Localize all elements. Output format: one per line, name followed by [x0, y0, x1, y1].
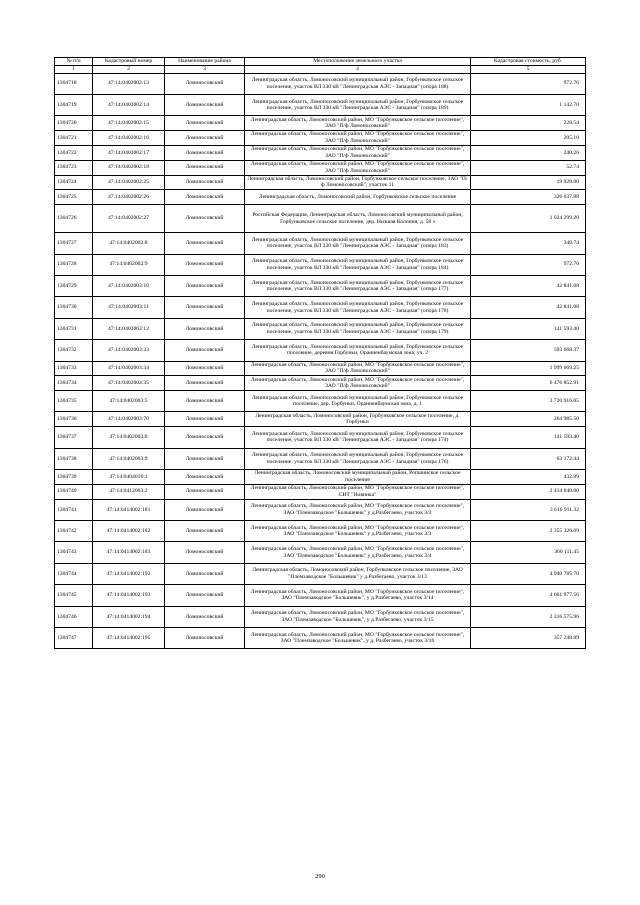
- cadastral-number: 47:14:0402002:9: [93, 254, 165, 275]
- row-number: 1304724: [55, 175, 93, 190]
- cadastral-value: 972.76: [471, 73, 586, 94]
- row-number: 1304727: [55, 233, 93, 254]
- table-row: [55, 628, 586, 649]
- district-name: Ломоносовский: [165, 275, 245, 296]
- cadastral-value: 63 172.44: [471, 448, 586, 469]
- row-number: 1304739: [55, 470, 93, 485]
- location: Ленинградская область, Ломоносовский район, Горбунковское сельское поселение, ЗАО "П/ф Ломоносовский", участок 11: [245, 175, 471, 190]
- table-row: [55, 563, 586, 584]
- header-cell: Кадастровый номер: [93, 58, 165, 66]
- table-row: [55, 116, 586, 131]
- cadastral-value: 357 248.89: [471, 628, 586, 649]
- header-cell: Кадастровая стоимость, руб.: [471, 58, 586, 66]
- cadastral-number: 47:14:0402003:70: [93, 412, 165, 427]
- row-number: 1304731: [55, 318, 93, 339]
- row-number: 1304722: [55, 145, 93, 160]
- location: Ленинградская область, Ломоносовский муниципальный район, Горбунковское сельское поселение, участок ВЛ 330 кВ "Ленинградская АЭС - Западная" (опора 184): [245, 254, 471, 275]
- cadastral-number: 47:14:0402002:13: [93, 73, 165, 94]
- row-number: 1304720: [55, 116, 93, 131]
- location: Ленинградская область, Ломоносовский район, МО "Горбунковское сельское поселение", ЗАО "Племзаводское "Большевик" у д.Разбегаево, участок 3/3: [245, 521, 471, 542]
- table-row: [55, 448, 586, 469]
- location: Ленинградская область, Ломоносовский муниципальный район, Горбунковское сельское поселение, участок ВЛ 330 кВ "Ленинградская АЭС - Западная" (опора 174): [245, 427, 471, 448]
- table-row: [55, 606, 586, 627]
- row-number: 1304728: [55, 254, 93, 275]
- header-cell: Местоположение земельного участка: [245, 58, 471, 66]
- district-name: Ломоносовский: [165, 160, 245, 175]
- cadastral-value: 3 616 911.32: [471, 499, 586, 520]
- table-row: [55, 145, 586, 160]
- location: Российская Федерация, Ленинградская область, Ломоносовский муниципальный район, Горбунковское сельское поселение, дер. Низшая Колония, д. 58 з: [245, 205, 471, 233]
- district-name: Ломоносовский: [165, 73, 245, 94]
- column-number: 4: [245, 66, 471, 74]
- cadastral-number: 47:14:0402002:18: [93, 160, 165, 175]
- district-name: Ломоносовский: [165, 254, 245, 275]
- table-body: [55, 73, 586, 649]
- row-number: 1304733: [55, 361, 93, 376]
- cadastral-value: 205.10: [471, 131, 586, 146]
- district-name: Ломоносовский: [165, 233, 245, 254]
- cadastral-value: 360 111.45: [471, 542, 586, 563]
- table-row: [55, 160, 586, 175]
- document-page: [54, 57, 585, 649]
- row-number: 1304746: [55, 606, 93, 627]
- cadastral-number: 47:14:0402002:26: [93, 190, 165, 205]
- column-number: 5: [471, 66, 586, 74]
- district-name: Ломоносовский: [165, 412, 245, 427]
- location: Ленинградская область, Ломоносовский муниципальный район, Горбунковское сельское поселение, участок ВЛ 330 кВ "Ленинградская АЭС - Западная" (опора 178): [245, 297, 471, 318]
- column-number: 1: [55, 66, 93, 74]
- row-number: 1304747: [55, 628, 93, 649]
- location: Ленинградская область, Ломоносовский район, МО "Горбунковское сельское поселение", ЗАО "Племзаводское "Большевик", у д.Разбегаево, участок 3/14: [245, 585, 471, 606]
- district-name: Ломоносовский: [165, 563, 245, 584]
- row-number: 1304738: [55, 448, 93, 469]
- district-name: Ломоносовский: [165, 131, 245, 146]
- district-name: Ломоносовский: [165, 376, 245, 391]
- row-number: 1304725: [55, 190, 93, 205]
- cadastral-value: 2 414 840.00: [471, 484, 586, 499]
- cadastral-value: 141 593.40: [471, 427, 586, 448]
- cadastral-value: 972.76: [471, 254, 586, 275]
- cadastral-value: 141 593.40: [471, 318, 586, 339]
- location: Ленинградская область, Ломоносовский муниципальный район, Горбунковское сельское поселение, участок ВЛ 330 кВ "Ленинградская АЭС - Западная" (опора 179): [245, 318, 471, 339]
- cadastral-number: 47:14:0414002:195: [93, 628, 165, 649]
- location: Ленинградская область, Ломоносовский муниципальный район, Горбунковское сельское поселение, участок ВЛ 330 кВ "Ленинградская АЭС - Западная" (опора 176): [245, 448, 471, 469]
- district-name: Ломоносовский: [165, 484, 245, 499]
- location: Ленинградская область, Ломоносовский район, Горбунковское сельское поселение, ЗАО "Племзаводское "Большевик" у д.Разбегаево, участок 3/13: [245, 563, 471, 584]
- table-row: [55, 318, 586, 339]
- location: Ленинградская область, Ломоносовский район, МО "Горбунковское сельское поселение", ЗАО "П/ф Ломоносовский": [245, 116, 471, 131]
- table-row: [55, 470, 586, 485]
- cadastral-number: 47:14:0414002:194: [93, 606, 165, 627]
- table-row: [55, 484, 586, 499]
- cadastral-number: 47:14:0402003:33: [93, 340, 165, 361]
- cadastral-number: 47:14:0402003:12: [93, 318, 165, 339]
- table-row: [55, 542, 586, 563]
- cadastral-number: 47:14:0402003:8: [93, 427, 165, 448]
- table-row: [55, 175, 586, 190]
- cadastral-value: 1 142.70: [471, 94, 586, 115]
- district-name: Ломоносовский: [165, 606, 245, 627]
- location: Ленинградская область, Ломоносовский район, МО "Горбунковское сельское поселение", СНТ "Новинка": [245, 484, 471, 499]
- cadastral-value: 1 024 299.20: [471, 205, 586, 233]
- row-number: 1304736: [55, 412, 93, 427]
- cadastral-number: 47:14:0402003:5: [93, 391, 165, 412]
- cadastral-value: 240.26: [471, 145, 586, 160]
- row-number: 1304721: [55, 131, 93, 146]
- cadastral-value: 593 668.37: [471, 340, 586, 361]
- cadastral-value: 42 841.08: [471, 297, 586, 318]
- table-row: [55, 205, 586, 233]
- cadastral-value: 348.74: [471, 233, 586, 254]
- cadastral-table: [54, 57, 586, 649]
- cadastral-value: 4 661 977.56: [471, 585, 586, 606]
- location: Ленинградская область, Ломоносовский муниципальный район, Горбунковское сельское поселение, участок ВЛ 330 кВ "Ленинградская АЭС - Западная" (опора 188): [245, 73, 471, 94]
- table-row: [55, 190, 586, 205]
- district-name: Ломоносовский: [165, 116, 245, 131]
- location: Ленинградская область, Ломоносовский район, МО "Горбунковское сельское поселение", ЗАО "Племзаводское "Большевик" у д.Разбегаево, участок 3/4: [245, 542, 471, 563]
- row-number: 1304718: [55, 73, 93, 94]
- table-row: [55, 233, 586, 254]
- district-name: Ломоносовский: [165, 190, 245, 205]
- cadastral-number: 47:14:0402003:10: [93, 275, 165, 296]
- district-name: Ломоносовский: [165, 427, 245, 448]
- cadastral-number: 47:14:0402002:16: [93, 131, 165, 146]
- header-cell: № п/п: [55, 58, 93, 66]
- cadastral-number: 47:14:0402003:35: [93, 376, 165, 391]
- district-name: Ломоносовский: [165, 542, 245, 563]
- column-number: 2: [93, 66, 165, 74]
- location: Ленинградская область, Ломоносовский муниципальный район, Горбунковское сельское поселение, участок ВЛ 330 кВ "Ленинградская АЭС - Западная" (опора 183): [245, 233, 471, 254]
- cadastral-value: 264 985.50: [471, 412, 586, 427]
- cadastral-number: 47:14:0402003:9: [93, 448, 165, 469]
- cadastral-value: 52.74: [471, 160, 586, 175]
- table-row: [55, 391, 586, 412]
- location: Ленинградская область, Ломоносовский район, МО "Горбунковское сельское поселение", ЗАО "Племзаводское "Большевик", у д. Разбегаево, участок 3/16: [245, 628, 471, 649]
- district-name: Ломоносовский: [165, 340, 245, 361]
- district-name: Ломоносовский: [165, 448, 245, 469]
- location: Ленинградская область, Ломоносовский район, МО "Горбунковское сельское поселение", ЗАО "Племзаводское "Большевик", у д.Разбегаево, участок 3/15: [245, 606, 471, 627]
- table-row: [55, 361, 586, 376]
- row-number: 1304742: [55, 521, 93, 542]
- table-row: [55, 376, 586, 391]
- location: Ленинградская область, Ломоносовский район, Горбунковское сельское поселение: [245, 190, 471, 205]
- cadastral-number: 47:14:0414002:183: [93, 542, 165, 563]
- column-number-row: [55, 66, 586, 74]
- cadastral-value: 432.89: [471, 470, 586, 485]
- district-name: Ломоносовский: [165, 94, 245, 115]
- district-name: Ломоносовский: [165, 297, 245, 318]
- table-row: [55, 585, 586, 606]
- district-name: Ломоносовский: [165, 361, 245, 376]
- location: Ленинградская область, Ломоносовский муниципальный район, Горбунковское сельское поселение, участок ВЛ 330 кВ "Ленинградская АЭС - Западная" (опора 177): [245, 275, 471, 296]
- location: Ленинградская область, Ломоносовский муниципальный район, Ропшинское сельское поселение: [245, 470, 471, 485]
- table-row: [55, 427, 586, 448]
- location: Ленинградская область, Ломоносовский муниципальный район, Горбунковское сельское поселение, деревня Горбунки, Ораниенбаумская зона, уч. 2: [245, 340, 471, 361]
- cadastral-number: 47:14:0402003:34: [93, 361, 165, 376]
- cadastral-number: 47:14:0402002:25: [93, 175, 165, 190]
- cadastral-value: 228.54: [471, 116, 586, 131]
- row-number: 1304732: [55, 340, 93, 361]
- row-number: 1304737: [55, 427, 93, 448]
- district-name: Ломоносовский: [165, 205, 245, 233]
- cadastral-number: 47:14:0412003:2: [93, 484, 165, 499]
- row-number: 1304726: [55, 205, 93, 233]
- cadastral-value: 19 928.00: [471, 175, 586, 190]
- header-row: [55, 58, 586, 66]
- cadastral-value: 3 720 916.05: [471, 391, 586, 412]
- location: Ленинградская область, Ломоносовский район, МО "Горбунковское сельское поселение", ЗАО "П/ф Ломоносовский": [245, 376, 471, 391]
- row-number: 1304734: [55, 376, 93, 391]
- location: Ленинградская область, Ломоносовский район, МО "Горбунковское сельское поселение", ЗАО "П/ф Ломоносовский": [245, 160, 471, 175]
- district-name: Ломоносовский: [165, 145, 245, 160]
- location: Ленинградская область, Ломоносовский район, МО "Горбунковское сельское поселение", ЗАО "Племзаводское "Большевик" у д.Разбегаево, участок 3/2: [245, 499, 471, 520]
- column-number: 3: [165, 66, 245, 74]
- cadastral-value: 4 940 785.70: [471, 563, 586, 584]
- table-row: [55, 254, 586, 275]
- table-row: [55, 412, 586, 427]
- header-cell: Наименование района: [165, 58, 245, 66]
- district-name: Ломоносовский: [165, 391, 245, 412]
- page-number: 290: [315, 873, 325, 880]
- location: Ленинградская область, Ломоносовский район, МО "Горбунковское сельское поселение", ЗАО "П/ф Ломоносовский": [245, 361, 471, 376]
- table-row: [55, 131, 586, 146]
- cadastral-value: 6 476 852.91: [471, 376, 586, 391]
- cadastral-value: 2 355 326.09: [471, 521, 586, 542]
- row-number: 1304729: [55, 275, 93, 296]
- location: Ленинградская область, Ломоносовский муниципальный район, Горбунковское сельское поселение, дер. Горбунки, Ораниенбаумская зона, д. 1: [245, 391, 471, 412]
- district-name: Ломоносовский: [165, 470, 245, 485]
- row-number: 1304744: [55, 563, 93, 584]
- cadastral-number: 47:14:0402003:11: [93, 297, 165, 318]
- row-number: 1304743: [55, 542, 93, 563]
- district-name: Ломоносовский: [165, 628, 245, 649]
- table-row: [55, 499, 586, 520]
- table-row: [55, 73, 586, 94]
- cadastral-number: 47:14:0414002:181: [93, 499, 165, 520]
- cadastral-number: 47:14:0402002:14: [93, 94, 165, 115]
- row-number: 1304723: [55, 160, 93, 175]
- table-row: [55, 340, 586, 361]
- table-row: [55, 297, 586, 318]
- row-number: 1304740: [55, 484, 93, 499]
- location: Ленинградская область, Ломоносовский район, МО "Горбунковское сельское поселение", ЗАО "П/ф Ломоносовский": [245, 145, 471, 160]
- district-name: Ломоносовский: [165, 499, 245, 520]
- cadastral-number: 47:14:0402002:27: [93, 205, 165, 233]
- row-number: 1304730: [55, 297, 93, 318]
- row-number: 1304745: [55, 585, 93, 606]
- cadastral-value: 326 037.88: [471, 190, 586, 205]
- cadastral-value: 42 841.08: [471, 275, 586, 296]
- district-name: Ломоносовский: [165, 175, 245, 190]
- row-number: 1304741: [55, 499, 93, 520]
- location: Ленинградская область, Ломоносовский муниципальный район, Горбунковское сельское поселение, участок ВЛ 330 кВ "Ленинградская АЭС - Западная" (опора 189): [245, 94, 471, 115]
- cadastral-number: 47:14:0414002:192: [93, 563, 165, 584]
- row-number: 1304719: [55, 94, 93, 115]
- cadastral-number: 47:14:0414002:193: [93, 585, 165, 606]
- cadastral-number: 47:14:0402002:8: [93, 233, 165, 254]
- table-row: [55, 275, 586, 296]
- cadastral-number: 47:14:0402002:15: [93, 116, 165, 131]
- cadastral-value: 2 316 575.96: [471, 606, 586, 627]
- cadastral-number: 47:14:0414002:182: [93, 521, 165, 542]
- row-number: 1304735: [55, 391, 93, 412]
- district-name: Ломоносовский: [165, 585, 245, 606]
- location: Ленинградская область, Ломоносовский район, Горбунковское сельское поселение, д. Горбунки: [245, 412, 471, 427]
- district-name: Ломоносовский: [165, 318, 245, 339]
- cadastral-number: 47:14:0404016:1: [93, 470, 165, 485]
- cadastral-number: 47:14:0402002:17: [93, 145, 165, 160]
- table-row: [55, 521, 586, 542]
- location: Ленинградская область, Ломоносовский район, МО "Горбунковское сельское поселение", ЗАО "П/ф Ломоносовский": [245, 131, 471, 146]
- district-name: Ломоносовский: [165, 521, 245, 542]
- table-row: [55, 94, 586, 115]
- cadastral-value: 1 999 669.25: [471, 361, 586, 376]
